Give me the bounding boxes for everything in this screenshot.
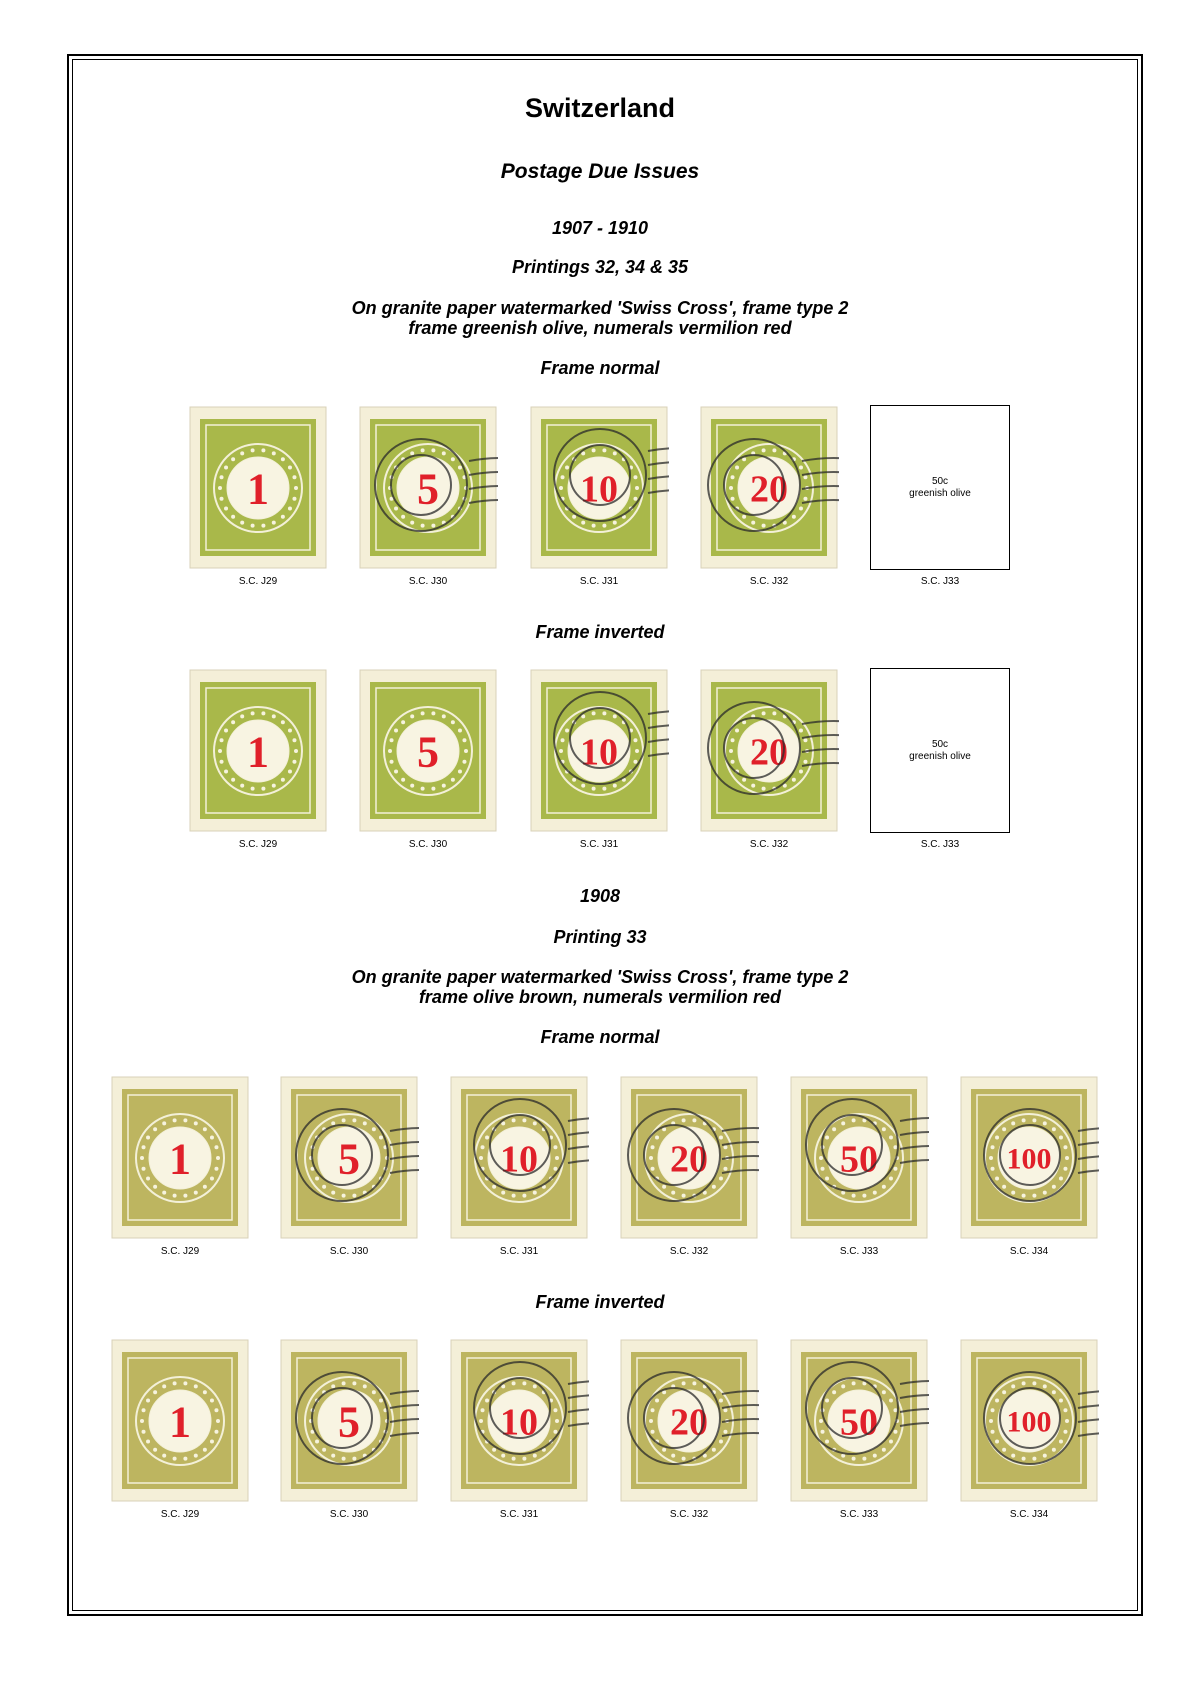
stamp-slot <box>789 1338 929 1528</box>
empty-stamp-space <box>870 668 1010 833</box>
stamp <box>699 405 839 570</box>
section1-printings: Printings 32, 34 & 35 <box>511 257 689 277</box>
section1-normal-heading: Frame normal <box>540 358 660 378</box>
section2-desc-line1: On granite paper watermarked 'Swiss Cross', frame type 2 <box>351 967 849 987</box>
stamp-slot <box>358 668 498 858</box>
stamp <box>959 1075 1099 1240</box>
stamp-image <box>789 1075 929 1240</box>
stamp-numeral: 100 <box>1006 1405 1052 1439</box>
section1-description <box>0 298 1200 338</box>
section2-printings: Printing 33 <box>553 927 647 947</box>
catalog-number-caption: S.C. J31 <box>579 839 619 850</box>
stamp-slot <box>959 1075 1099 1265</box>
stamp-numeral: 5 <box>417 464 439 514</box>
stamp-numeral: 5 <box>338 1397 360 1447</box>
catalog-number-caption: S.C. J34 <box>1009 1509 1049 1520</box>
stamp <box>619 1075 759 1240</box>
stamp-numeral: 50 <box>840 1138 878 1181</box>
stamp-numeral: 1 <box>169 1134 191 1184</box>
stamp-slot <box>279 1338 419 1528</box>
section2-inverted-heading: Frame inverted <box>535 1292 665 1312</box>
stamp-image <box>959 1338 1099 1503</box>
stamp <box>188 405 328 570</box>
catalog-number-caption: S.C. J30 <box>329 1246 369 1257</box>
stamp-image <box>529 405 669 570</box>
catalog-number-caption: S.C. J30 <box>408 576 448 587</box>
stamp-numeral: 10 <box>500 1138 538 1181</box>
stamp-image <box>110 1075 250 1240</box>
catalog-number-caption: S.C. J33 <box>839 1246 879 1257</box>
stamp-image <box>699 405 839 570</box>
stamp <box>699 668 839 833</box>
stamp-image <box>449 1075 589 1240</box>
catalog-number-caption: S.C. J33 <box>920 576 960 587</box>
stamp <box>279 1075 419 1240</box>
stamp-image <box>358 405 498 570</box>
stamp-slot <box>188 668 328 858</box>
stamp-slot <box>870 668 1010 858</box>
stamp-image <box>959 1075 1099 1240</box>
stamp-slot <box>789 1075 929 1265</box>
stamp-slot <box>619 1338 759 1528</box>
stamp <box>110 1075 250 1240</box>
stamp-numeral: 50 <box>840 1401 878 1444</box>
catalog-number-caption: S.C. J34 <box>1009 1246 1049 1257</box>
stamp-image <box>619 1075 759 1240</box>
stamp-slot <box>110 1338 250 1528</box>
stamp <box>188 668 328 833</box>
stamp-image <box>279 1075 419 1240</box>
stamp <box>529 668 669 833</box>
stamp <box>358 405 498 570</box>
stamp <box>358 668 498 833</box>
stamp-numeral: 5 <box>417 727 439 777</box>
catalog-number-caption: S.C. J32 <box>669 1509 709 1520</box>
stamp-numeral: 10 <box>500 1401 538 1444</box>
stamp-slot <box>529 668 669 858</box>
stamp-slot <box>449 1338 589 1528</box>
catalog-number-caption: S.C. J30 <box>329 1509 369 1520</box>
stamp-image <box>529 668 669 833</box>
empty-stamp-space <box>870 405 1010 570</box>
stamp-slot <box>358 405 498 595</box>
stamp-numeral: 20 <box>750 731 788 774</box>
stamp <box>619 1338 759 1503</box>
section2-years: 1908 <box>579 886 621 906</box>
stamp-numeral: 1 <box>247 464 269 514</box>
catalog-number-caption: S.C. J29 <box>238 576 278 587</box>
catalog-number-caption: S.C. J33 <box>920 839 960 850</box>
stamp <box>110 1338 250 1503</box>
stamp-numeral: 20 <box>670 1138 708 1181</box>
stamp-slot <box>529 405 669 595</box>
stamp-image <box>699 668 839 833</box>
stamp <box>449 1338 589 1503</box>
stamp-slot <box>870 405 1010 595</box>
stamp-image <box>188 405 328 570</box>
empty-stamp-value: 50c <box>931 475 949 487</box>
stamp-slot <box>188 405 328 595</box>
stamp-slot <box>619 1075 759 1265</box>
catalog-number-caption: S.C. J32 <box>749 839 789 850</box>
catalog-number-caption: S.C. J32 <box>749 576 789 587</box>
stamp <box>959 1338 1099 1503</box>
stamp-slot <box>699 405 839 595</box>
catalog-number-caption: S.C. J33 <box>839 1509 879 1520</box>
stamp-slot <box>699 668 839 858</box>
section1-desc-line1: On granite paper watermarked 'Swiss Cross', frame type 2 <box>351 298 849 318</box>
stamp-image <box>279 1338 419 1503</box>
catalog-number-caption: S.C. J29 <box>160 1246 200 1257</box>
catalog-number-caption: S.C. J31 <box>499 1509 539 1520</box>
empty-stamp-color: greenish olive <box>909 487 971 499</box>
stamp-image <box>449 1338 589 1503</box>
stamp-image <box>358 668 498 833</box>
stamp-slot <box>279 1075 419 1265</box>
stamp-numeral: 100 <box>1006 1142 1052 1176</box>
section1-years: 1907 - 1910 <box>551 218 649 238</box>
stamp-numeral: 1 <box>169 1397 191 1447</box>
stamp-slot <box>959 1338 1099 1528</box>
stamp-slot <box>449 1075 589 1265</box>
stamp-numeral: 20 <box>750 468 788 511</box>
catalog-number-caption: S.C. J29 <box>238 839 278 850</box>
stamp-image <box>619 1338 759 1503</box>
page-title: Switzerland <box>524 93 676 123</box>
section1-desc-line2: frame greenish olive, numerals vermilion red <box>408 318 792 338</box>
empty-stamp-color: greenish olive <box>909 750 971 762</box>
stamp-image <box>110 1338 250 1503</box>
catalog-number-caption: S.C. J32 <box>669 1246 709 1257</box>
section1-inverted-heading: Frame inverted <box>535 622 665 642</box>
catalog-number-caption: S.C. J29 <box>160 1509 200 1520</box>
catalog-number-caption: S.C. J31 <box>579 576 619 587</box>
stamp <box>789 1075 929 1240</box>
stamp-numeral: 1 <box>247 727 269 777</box>
catalog-number-caption: S.C. J31 <box>499 1246 539 1257</box>
page-subtitle: Postage Due Issues <box>500 160 700 183</box>
stamp-image <box>789 1338 929 1503</box>
stamp <box>279 1338 419 1503</box>
stamp-numeral: 20 <box>670 1401 708 1444</box>
stamp <box>789 1338 929 1503</box>
section2-description <box>0 967 1200 1007</box>
stamp-numeral: 10 <box>580 468 618 511</box>
catalog-number-caption: S.C. J30 <box>408 839 448 850</box>
stamp <box>529 405 669 570</box>
section2-normal-heading: Frame normal <box>540 1027 660 1047</box>
stamp-slot <box>110 1075 250 1265</box>
stamp <box>449 1075 589 1240</box>
empty-stamp-value: 50c <box>931 738 949 750</box>
stamp-image <box>188 668 328 833</box>
stamp-numeral: 10 <box>580 731 618 774</box>
section2-desc-line2: frame olive brown, numerals vermilion red <box>418 987 782 1007</box>
stamp-numeral: 5 <box>338 1134 360 1184</box>
